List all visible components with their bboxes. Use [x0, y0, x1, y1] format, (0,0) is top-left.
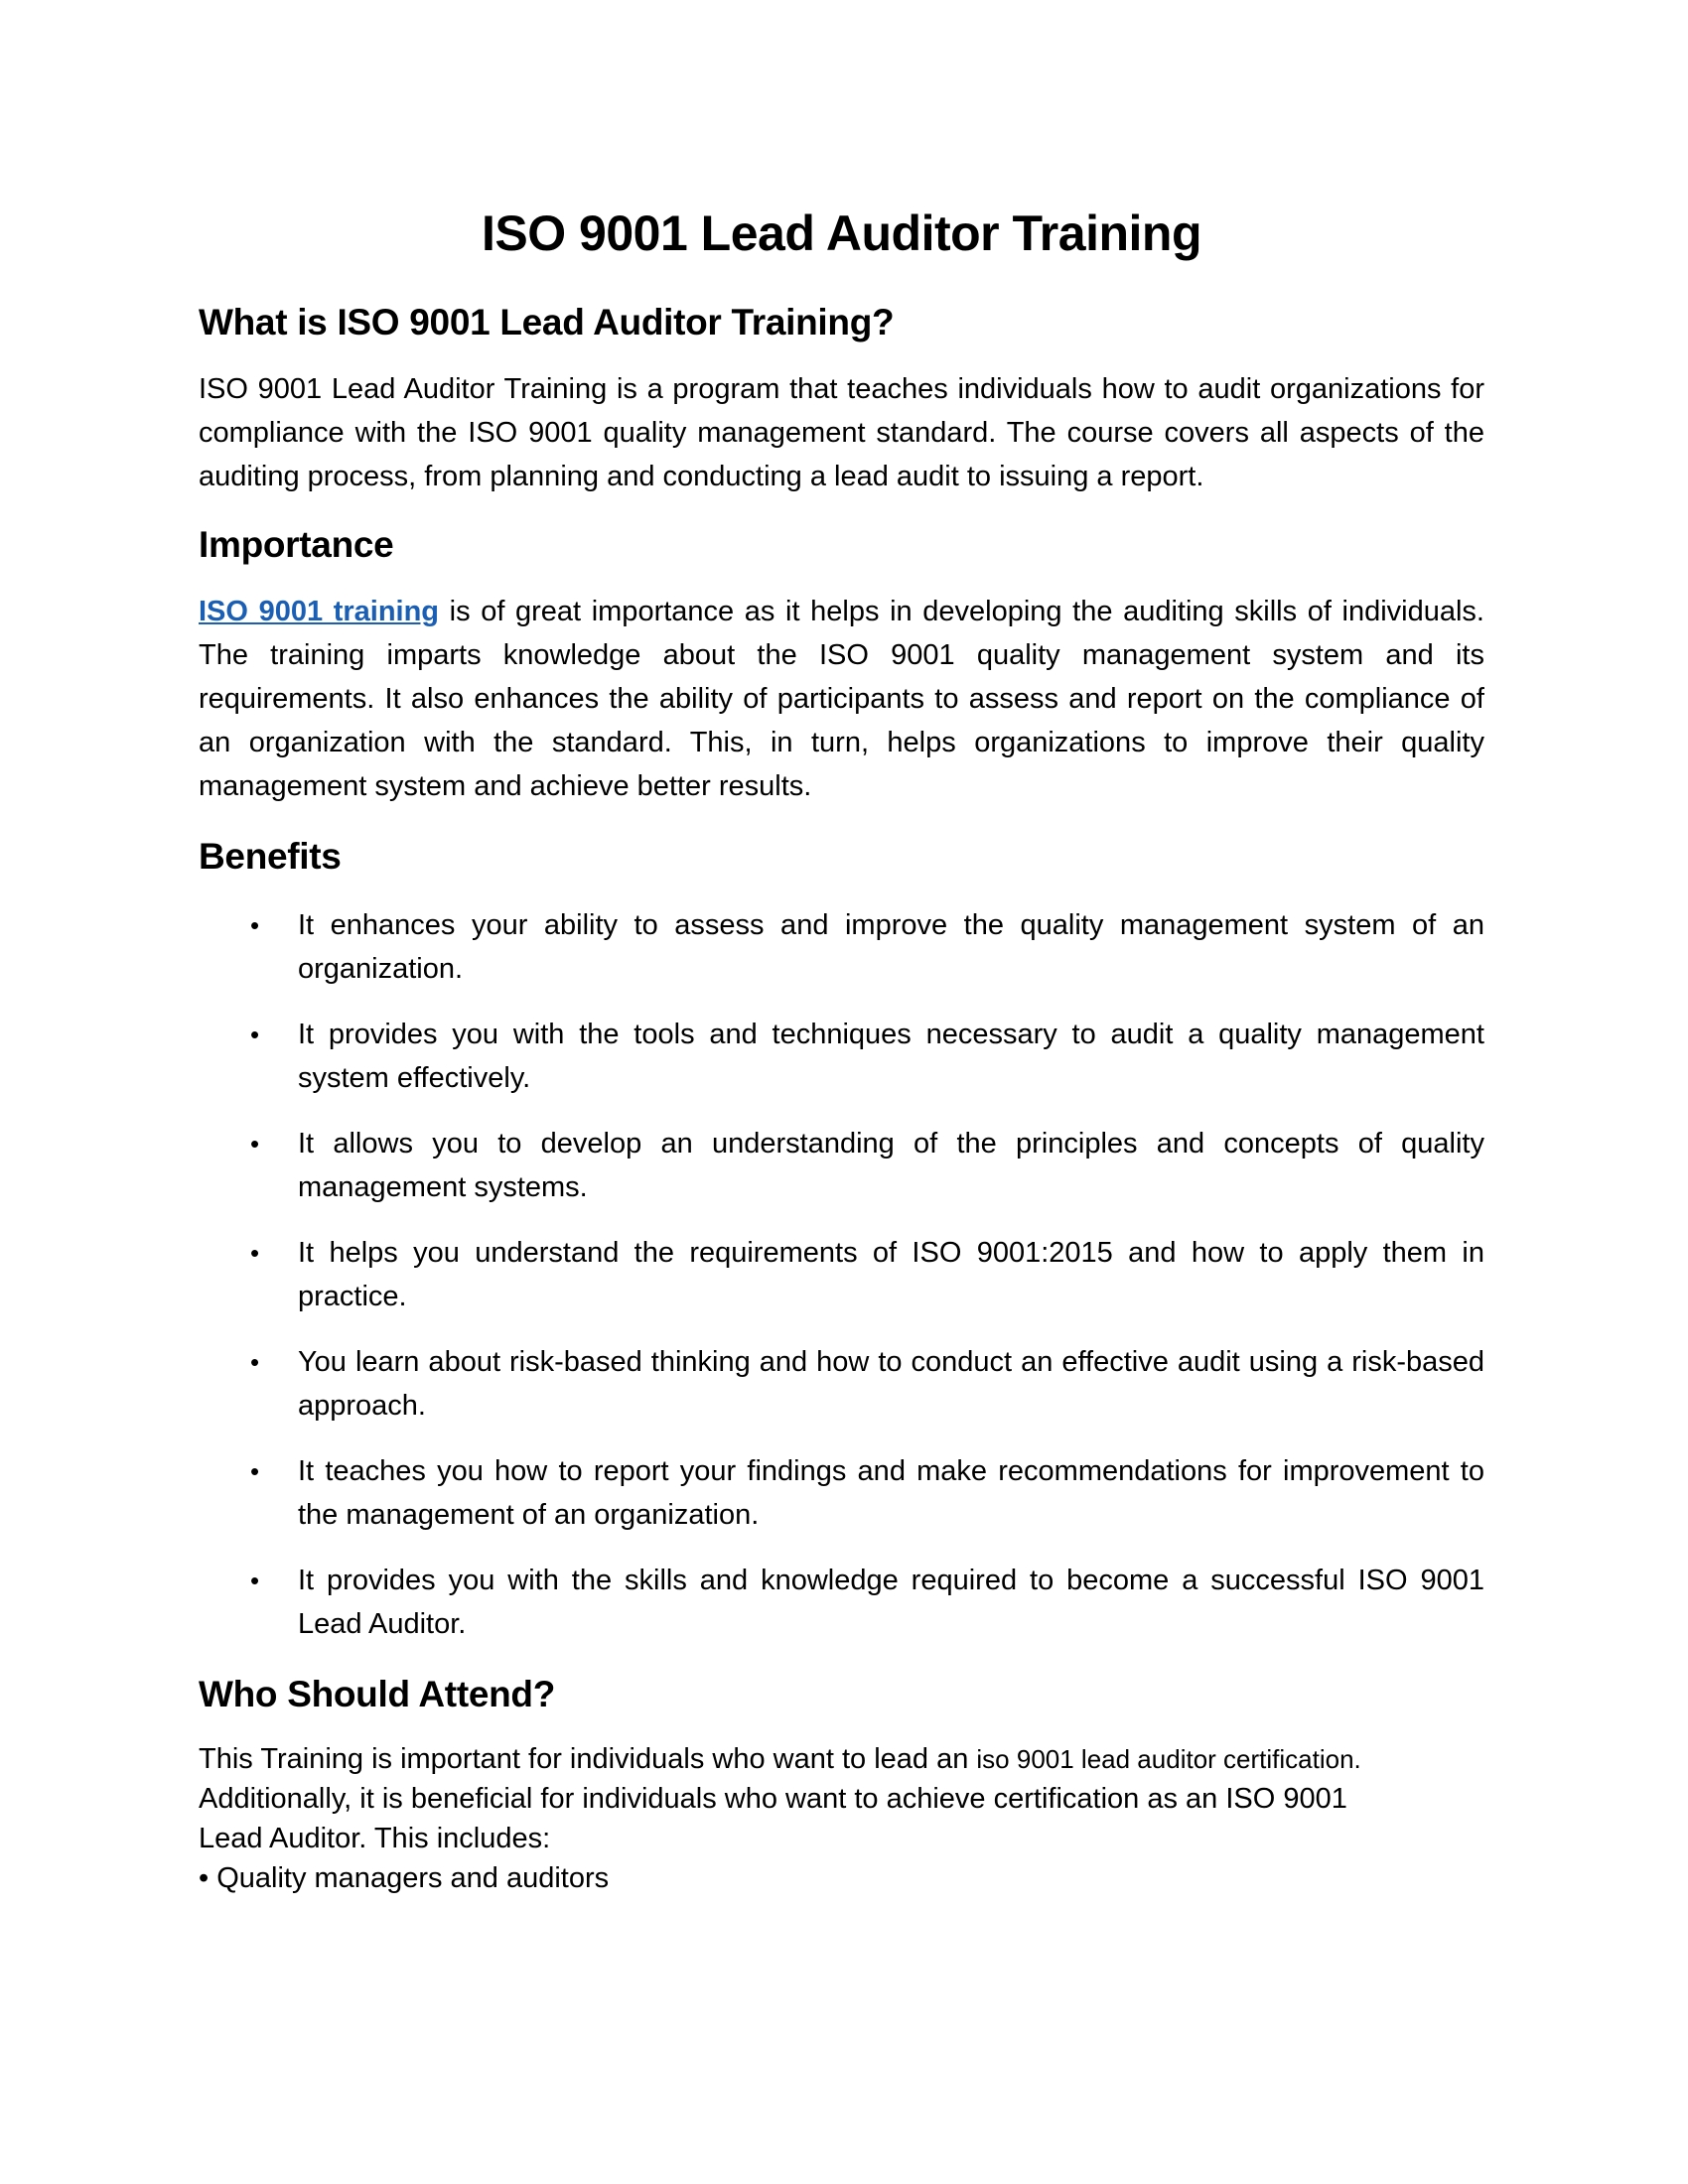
bullet-icon: •: [250, 1020, 260, 1049]
list-item-text: It helps you understand the requirements of ISO 9001:2015 and how to apply them in practice.: [298, 1237, 1484, 1312]
list-item: [199, 1340, 1484, 1428]
who-line-4: • Quality managers and auditors: [199, 1862, 610, 1894]
list-item-text: You learn about risk-based thinking and how to conduct an effective audit using a risk-based approach.: [298, 1346, 1484, 1422]
list-item-text: It provides you with the skills and knowledge required to become a successful ISO 9001 Lead Auditor.: [298, 1565, 1484, 1640]
heading-what-is: What is ISO 9001 Lead Auditor Training?: [199, 302, 895, 342]
list-item: [199, 1559, 1484, 1646]
who-line-2: Additionally, it is beneficial for individuals who want to achieve certification as an ISO 9001: [199, 1783, 1347, 1815]
list-item-text: It enhances your ability to assess and improve the quality management system of an organization.: [298, 909, 1484, 985]
paragraph-importance: [199, 590, 1484, 808]
paragraph-what-is: ISO 9001 Lead Auditor Training is a program that teaches individuals how to audit organizations for compliance with the ISO 9001 quality management standard. The course covers all aspects of the auditing process, from planning and conducting a lead audit to issuing a report.: [199, 373, 1484, 492]
heading-benefits: Benefits: [199, 836, 342, 877]
heading-who-should-attend: Who Should Attend?: [199, 1674, 556, 1714]
list-item-text: It teaches you how to report your findings and make recommendations for improvement to the management of an organization.: [298, 1455, 1484, 1531]
list-item: [199, 1231, 1484, 1318]
bullet-icon: •: [250, 1347, 260, 1377]
list-item: [199, 1122, 1484, 1209]
who-should-attend-text: [199, 1739, 1484, 1898]
benefits-list: [199, 903, 1484, 1646]
list-item: [199, 1449, 1484, 1537]
bullet-icon: •: [250, 1238, 260, 1268]
page-title: ISO 9001 Lead Auditor Training: [482, 205, 1201, 261]
iso-training-link[interactable]: ISO 9001 training: [199, 596, 440, 627]
who-line-1-main: This Training is important for individuals who want to lead an: [199, 1743, 977, 1775]
list-item: [199, 1013, 1484, 1100]
heading-importance: Importance: [199, 524, 394, 565]
list-item-text: It provides you with the tools and techniques necessary to audit a quality management system effectively.: [298, 1019, 1484, 1094]
list-item: [199, 903, 1484, 991]
paragraph-importance-text: is of great importance as it helps in developing the auditing skills of individuals. The training imparts knowledge about the ISO 9001 quality management system and its requirements. It also enhances the ability of participants to assess and report on the compliance of an organization with the standard. This, in turn, helps organizations to improve their quality management system and achieve better results.: [199, 596, 1484, 802]
list-item-text: It allows you to develop an understanding of the principles and concepts of quality management systems.: [298, 1128, 1484, 1203]
who-line-1-small: iso 9001 lead auditor certification.: [976, 1744, 1361, 1774]
who-line-1: [199, 1739, 1484, 1779]
document-content: [199, 199, 1484, 1898]
bullet-icon: •: [250, 1566, 260, 1595]
bullet-icon: •: [250, 910, 260, 940]
bullet-icon: •: [250, 1456, 260, 1486]
bullet-icon: •: [250, 1129, 260, 1159]
who-line-3: Lead Auditor. This includes:: [199, 1823, 551, 1854]
